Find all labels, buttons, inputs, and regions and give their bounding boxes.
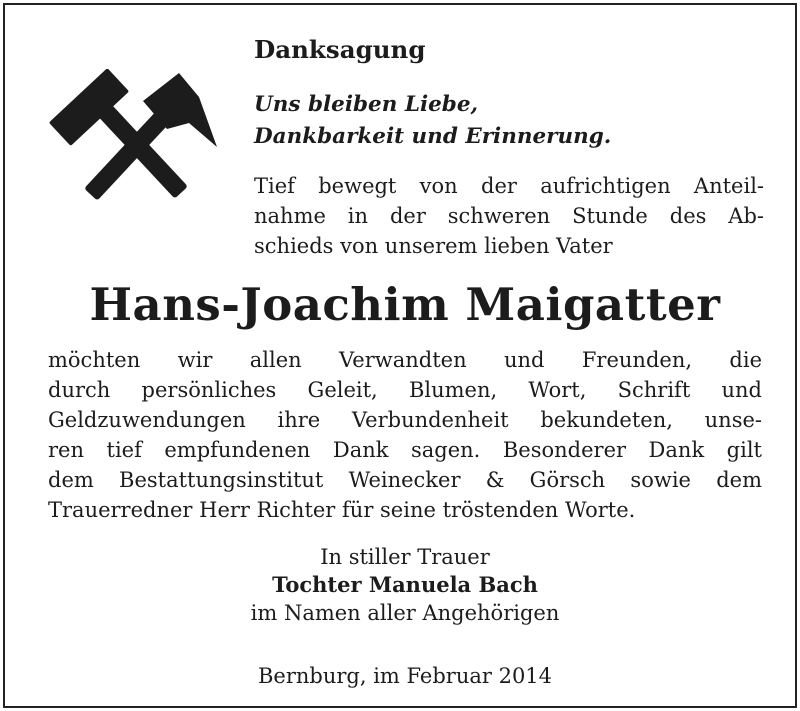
- intro-paragraph: [254, 171, 764, 261]
- body-line: Trauerredner Herr Richter für seine tröstenden Worte.: [48, 498, 636, 522]
- motto: [254, 89, 611, 153]
- body-paragraph: [48, 345, 762, 525]
- motto-line: Dankbarkeit und Erinnerung.: [254, 124, 612, 149]
- hammer-and-pick-icon: [49, 69, 221, 221]
- notice-frame: [3, 3, 797, 708]
- body-line: ren tief empfundenen Dank sagen. Besonderer Dank gilt: [48, 438, 762, 462]
- body-line: dem Bestattungsinstitut Weinecker & Görsch sowie dem: [48, 468, 762, 492]
- motto-line: Uns bleiben Liebe,: [254, 92, 479, 117]
- body-line: durch persönliches Geleit, Blumen, Wort, Schrift und: [48, 378, 762, 402]
- intro-line: schieds von unserem lieben Vater: [254, 234, 613, 258]
- place-and-date: Bernburg, im Februar 2014: [257, 664, 553, 688]
- intro-line: Tief bewegt von der aufrichtigen Anteil-: [254, 174, 764, 198]
- body-line: möchten wir allen Verwandten und Freunden, die: [48, 348, 762, 372]
- signature-opening: In stiller Trauer: [320, 545, 490, 569]
- intro-line: nahme in der schweren Stunde des Ab-: [254, 204, 764, 228]
- signature-closing: im Namen aller Angehörigen: [250, 601, 560, 625]
- deceased-name: Hans-Joachim Maigatter: [89, 278, 721, 331]
- body-line: Geldzuwendungen ihre Verbundenheit bekundeten, unse-: [48, 408, 762, 432]
- signer-name: Tochter Manuela Bach: [272, 572, 538, 597]
- notice-heading: Danksagung: [254, 35, 426, 64]
- signature-block: [5, 543, 800, 627]
